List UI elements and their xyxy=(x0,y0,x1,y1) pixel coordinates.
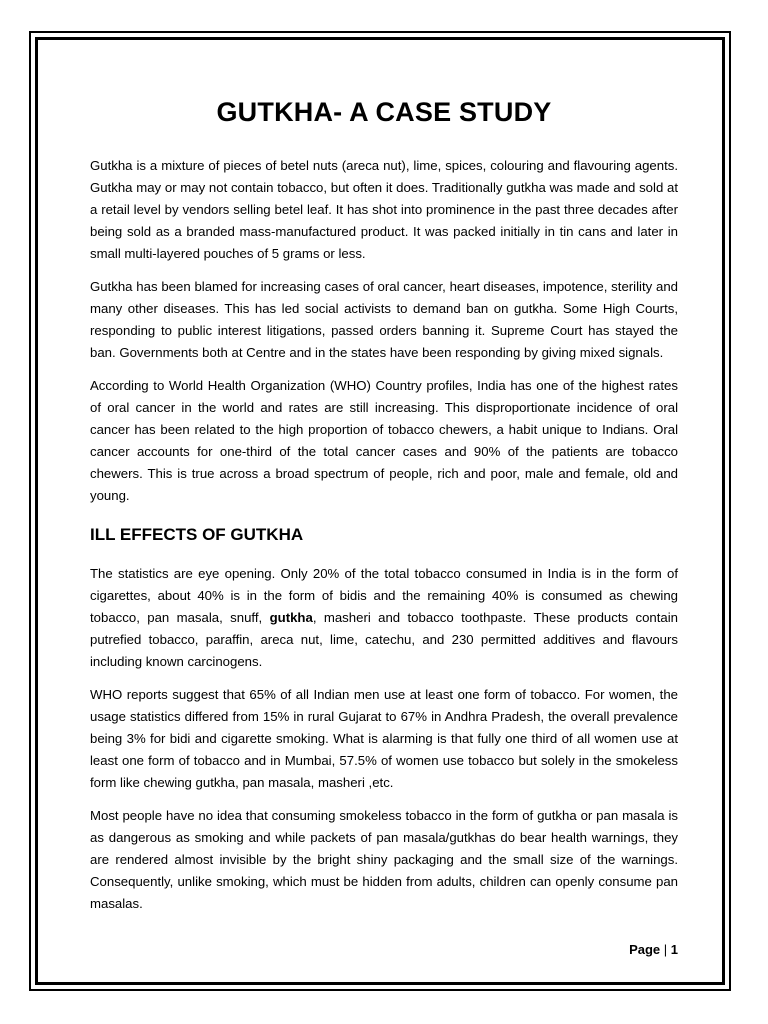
page-footer xyxy=(629,942,678,957)
paragraph-who-reports: WHO reports suggest that 65% of all Indian men use at least one form of tobacco. For women, the usage statistics differed from 15% in rural Gujarat to 67% in Andhra Pradesh, the overall prevalence being 3% for bidi and cigarette smoking. What is alarming is that fully one third of all women use at least one form of tobacco and in Mumbai, 57.5% of women use tobacco but solely in the smokeless form like chewing gutkha, pan masala, masheri ,etc. xyxy=(90,687,678,790)
document-body xyxy=(90,94,678,926)
paragraph-intro-3: According to World Health Organization (WHO) Country profiles, India has one of the highest rates of oral cancer in the world and rates are still increasing. This disproportionate incidence of oral cancer has been related to the high proportion of tobacco chewers, a habit unique to Indians. Oral cancer accounts for one-third of the total cancer cases and 90% of the patients are tobacco chewers. This is true across a broad spectrum of people, rich and poor, male and female, old and young. xyxy=(90,378,678,503)
paragraph-statistics xyxy=(90,563,678,673)
document-title: GUTKHA- A CASE STUDY xyxy=(216,97,552,127)
statistics-text-before: The statistics are eye opening. Only 20% of the total tobacco consumed in India is in the form of cigarettes, about 40% is in the form of bidis and the remaining 40% is consumed as chewing tobacco, pan masala, snuff, xyxy=(90,566,678,625)
footer-separator: | xyxy=(660,942,671,957)
footer-page-number: 1 xyxy=(670,942,678,957)
footer-page-label: Page xyxy=(629,942,661,957)
statistics-text-after: , masheri and tobacco toothpaste. These products contain putrefied tobacco, paraffin, areca nut, lime, catechu, and 230 permitted additives and flavours including known carcinogens. xyxy=(90,610,679,669)
statistics-bold-term: gutkha xyxy=(269,610,313,625)
section-heading-ill-effects: ILL EFFECTS OF GUTKHA xyxy=(90,525,304,544)
paragraph-intro-2: Gutkha has been blamed for increasing cases of oral cancer, heart diseases, impotence, sterility and many other diseases. This has led social activists to demand ban on gutkha. Some High Courts, responding to public interest litigations, passed orders banning it. Supreme Court has stayed the ban. Governments both at Centre and in the states have been responding by giving mixed signals. xyxy=(90,279,678,360)
paragraph-intro-1: Gutkha is a mixture of pieces of betel nuts (areca nut), lime, spices, colouring and flavouring agents. Gutkha may or may not contain tobacco, but often it does. Traditionally gutkha was made and sold at a retail level by vendors selling betel leaf. It has shot into prominence in the past three decades after being sold as a branded mass-manufactured product. It was packed initially in tin cans and later in small multi-layered pouches of 5 grams or less. xyxy=(90,158,678,261)
paragraph-smokeless-danger: Most people have no idea that consuming smokeless tobacco in the form of gutkha or pan masala is as dangerous as smoking and while packets of pan masala/gutkhas do bear health warnings, they are rendered almost invisible by the bright shiny packaging and the small size of the warnings. Consequently, unlike smoking, which must be hidden from adults, children can openly consume pan masalas. xyxy=(90,808,678,911)
